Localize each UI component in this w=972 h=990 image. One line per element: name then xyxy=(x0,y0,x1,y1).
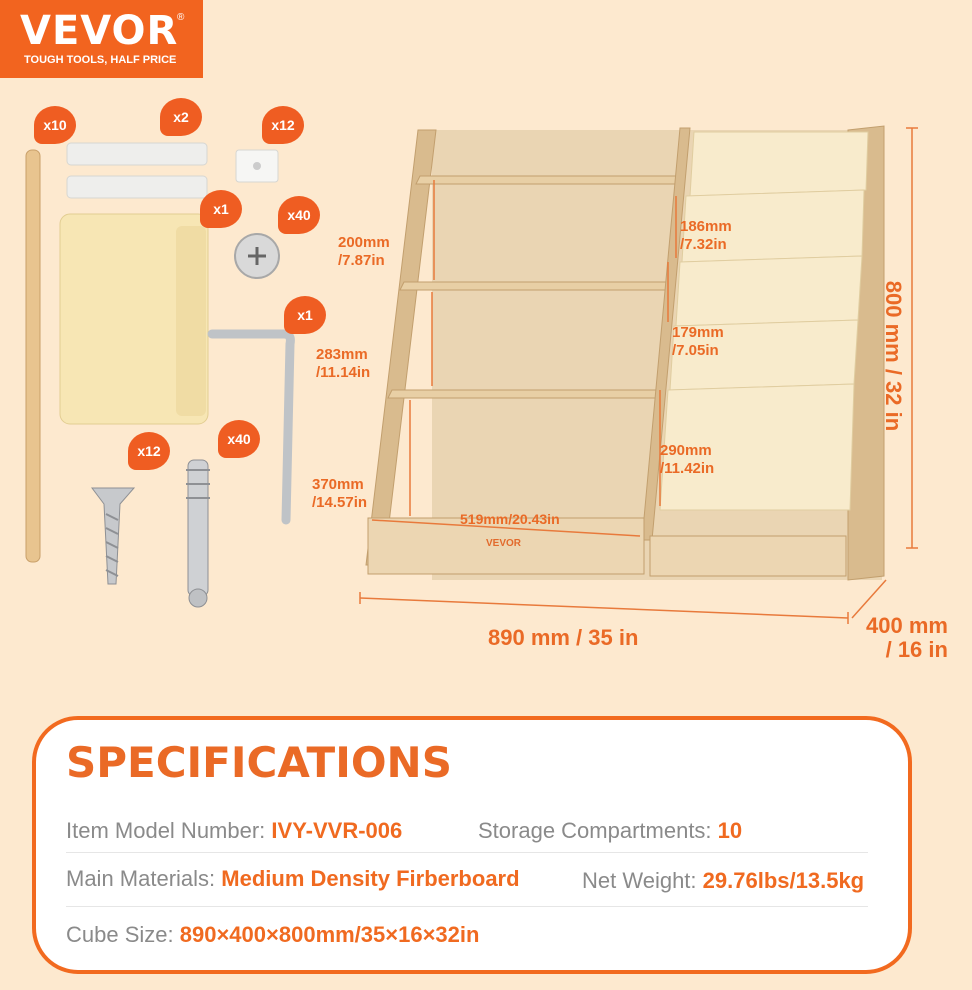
spec-row-size xyxy=(66,922,479,948)
spec-row-compartments xyxy=(478,818,742,844)
divider xyxy=(66,906,868,907)
compartments-value: 10 xyxy=(717,818,743,843)
spec-row-model xyxy=(66,818,402,844)
dim-pocket-186: 186mm /7.32in xyxy=(680,218,732,253)
quantity-badge: x40 xyxy=(278,196,320,234)
quantity-badge: x2 xyxy=(160,98,202,136)
divider xyxy=(66,852,868,853)
dim-width: 890 mm / 35 in xyxy=(488,625,639,650)
quantity-badge: x10 xyxy=(34,106,76,144)
dim-shelf-283: 283mm /11.14in xyxy=(316,346,371,381)
size-label: Cube Size: xyxy=(66,922,174,947)
spec-row-materials xyxy=(66,866,520,892)
quantity-badge: x1 xyxy=(200,190,242,228)
specifications-title: SPECIFICATIONS xyxy=(66,738,452,787)
logo-tagline: TOUGH TOOLS, HALF PRICE xyxy=(24,54,177,66)
dim-pocket-179: 179mm /7.05in xyxy=(672,324,724,359)
quantity-badge: x40 xyxy=(218,420,260,458)
model-value: IVY-VVR-006 xyxy=(271,818,403,843)
dim-shelf-370: 370mm /14.57in xyxy=(312,476,368,511)
logo-brand: VEVOR xyxy=(20,8,179,54)
dim-inner-width: 519mm/20.43in xyxy=(460,511,560,527)
compartments-label: Storage Compartments: xyxy=(478,818,712,843)
dim-shelf-200: 200mm /7.87in xyxy=(338,234,390,269)
spec-row-weight xyxy=(582,868,864,894)
dim-height: 800 mm / 32 in xyxy=(881,280,906,432)
weight-value: 29.76lbs/13.5kg xyxy=(702,868,865,893)
model-label: Item Model Number: xyxy=(66,818,266,843)
size-value: 890×400×800mm/35×16×32in xyxy=(179,922,480,947)
logo-registered-mark: ® xyxy=(177,12,185,23)
quantity-badge: x12 xyxy=(128,432,170,470)
quantity-badge: x12 xyxy=(262,106,304,144)
weight-label: Net Weight: xyxy=(582,868,697,893)
quantity-badge: x1 xyxy=(284,296,326,334)
dim-depth: 400 mm / 16 in xyxy=(866,613,948,662)
specifications-panel xyxy=(32,716,912,974)
product-label: VEVOR xyxy=(486,538,522,549)
materials-label: Main Materials: xyxy=(66,866,216,891)
dim-pocket-290: 290mm /11.42in xyxy=(660,442,715,477)
materials-value: Medium Density Firberboard xyxy=(221,866,520,891)
